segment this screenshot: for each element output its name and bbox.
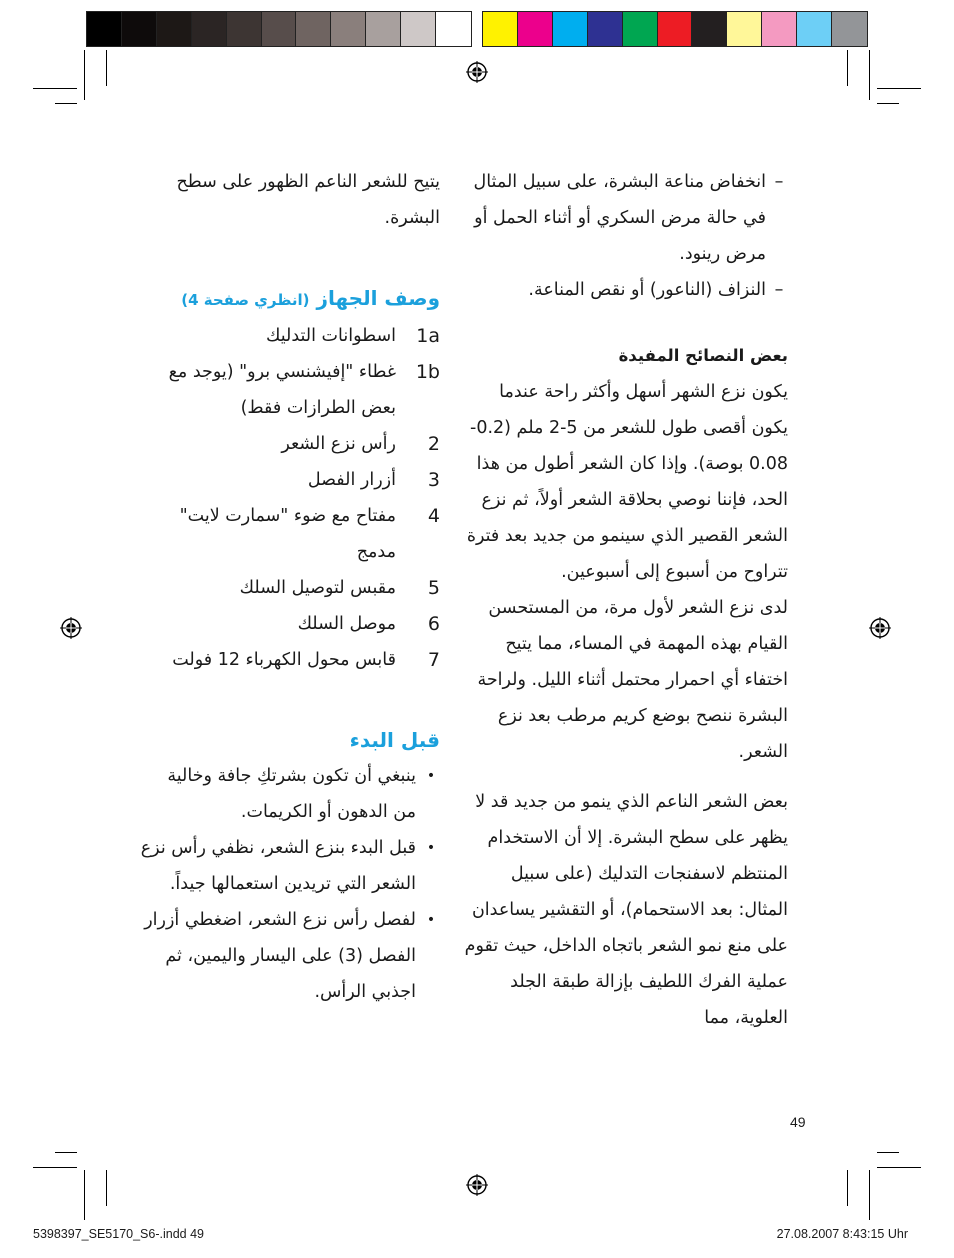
crop-mark xyxy=(33,88,77,89)
crop-mark xyxy=(869,50,870,100)
description-heading-title: وصف الجهاز xyxy=(316,286,440,310)
color-swatch-1 xyxy=(483,12,518,46)
left-text-column xyxy=(140,164,440,1010)
list-item xyxy=(462,164,788,272)
crop-mark xyxy=(877,1152,899,1153)
gray-swatch-3 xyxy=(157,12,192,46)
registration-mark-icon xyxy=(869,617,891,639)
list-item-text: لفصل رأس نزع الشعر، اضغطي أزرار الفصل (3) على اليسار واليمين، ثم اجذبي الرأس. xyxy=(144,910,416,1002)
color-swatch-6 xyxy=(658,12,693,46)
tips-paragraph: لدى نزع الشعر لأول مرة، من المستحسن القيام بهذه المهمة في المساء، مما يتيح اختفاء أي احمرار محتمل أثناء الليل. ولراحة البشرة ننصح بوضع كريم مرطب بعد نزع الشعر. xyxy=(477,598,788,762)
list-item-text: ينبغي أن تكون بشرتكِ جافة وخالية من الدهون أو الكريمات. xyxy=(167,766,416,822)
bullet-dot: • xyxy=(426,840,436,856)
list-item-text: قبل البدء بنزع الشعر، نظفي رأس نزع الشعر التي تريدين استعمالها جيداً. xyxy=(140,838,416,894)
list-item-text: انخفاض مناعة البشرة، على سبيل المثال في حالة مرض السكري أو أثناء الحمل أو مرض رينود. xyxy=(473,172,766,264)
part-label: قابس محول الكهرباء 12 فولت xyxy=(172,650,396,670)
part-number: 5 xyxy=(427,577,440,599)
gray-swatch-2 xyxy=(122,12,157,46)
right-text-column xyxy=(462,164,788,1036)
list-item xyxy=(140,830,440,902)
footer-file-name: 5398397_SE5170_S6-.indd 49 xyxy=(33,1227,204,1241)
part-number: 4 xyxy=(427,505,440,527)
part-number: 7 xyxy=(427,649,440,671)
crop-mark xyxy=(847,1170,848,1206)
crop-mark xyxy=(877,88,921,89)
part-label: غطاء "إفيشنسي برو" (يوجد مع بعض الطرازات فقط) xyxy=(168,362,396,418)
part-label: اسطوانات التدليك xyxy=(265,326,396,346)
list-item xyxy=(140,758,440,830)
part-label: أزرار الفصل xyxy=(307,470,396,490)
parts-list-item xyxy=(140,642,440,678)
gray-swatch-10 xyxy=(401,12,436,46)
color-swatch-3 xyxy=(553,12,588,46)
gray-swatch-5 xyxy=(227,12,262,46)
crop-mark xyxy=(106,50,107,86)
part-number: 6 xyxy=(427,613,440,635)
parts-list-item xyxy=(140,462,440,498)
parts-list-item xyxy=(140,426,440,462)
page-number: 49 xyxy=(790,1114,806,1130)
tips-paragraph: بعض الشعر الناعم الذي ينمو من جديد قد لا يظهر على سطح البشرة. إلا أن الاستخدام المنتظم لاسفنجات التدليك (على سبيل المثال: بعد الاستحمام)، أو التقشير يساعدان على منع نمو الشعر باتجاه الداخل، حيث تقوم عملية الفرك اللطيف بإزالة طبقة الجلد العلوية، مما xyxy=(464,792,788,1028)
before-start-heading: قبل البدء xyxy=(349,728,440,752)
parts-list-item xyxy=(140,498,440,570)
parts-list-item xyxy=(140,318,440,354)
crop-mark xyxy=(877,103,899,104)
gray-swatch-9 xyxy=(366,12,401,46)
gray-swatch-4 xyxy=(192,12,227,46)
crop-mark xyxy=(869,1170,870,1220)
color-swatch-2 xyxy=(518,12,553,46)
gray-calibration-bar xyxy=(86,11,472,47)
part-label: مقبس لتوصيل السلك xyxy=(239,578,396,598)
color-swatch-11 xyxy=(832,12,867,46)
dash-bullet: – xyxy=(774,172,784,192)
color-swatch-9 xyxy=(762,12,797,46)
parts-list-item xyxy=(140,606,440,642)
list-item xyxy=(462,272,788,308)
gray-swatch-11 xyxy=(436,12,471,46)
list-item-text: النزاف (الناعور) أو نقص المناعة. xyxy=(528,280,766,300)
footer-timestamp: 27.08.2007 8:43:15 Uhr xyxy=(776,1227,908,1241)
crop-mark xyxy=(84,50,85,100)
crop-mark xyxy=(877,1167,921,1168)
description-heading-note: (انظري صفحة 4) xyxy=(181,291,310,309)
color-swatch-10 xyxy=(797,12,832,46)
crop-mark xyxy=(33,1167,77,1168)
part-label: مفتاح مع ضوء "سمارت لايت" مدمج xyxy=(179,506,396,562)
part-label: رأس نزع الشعر xyxy=(281,434,396,454)
part-number: 1b xyxy=(415,361,440,383)
registration-mark-icon xyxy=(60,617,82,639)
description-heading xyxy=(140,280,440,318)
registration-mark-icon xyxy=(466,1174,488,1196)
part-number: 2 xyxy=(427,433,440,455)
color-swatch-8 xyxy=(727,12,762,46)
registration-mark-icon xyxy=(466,61,488,83)
parts-list-item xyxy=(140,354,440,426)
gray-swatch-7 xyxy=(296,12,331,46)
gray-swatch-1 xyxy=(87,12,122,46)
crop-mark xyxy=(847,50,848,86)
list-item xyxy=(140,902,440,1010)
crop-mark xyxy=(55,103,77,104)
part-label: موصل السلك xyxy=(297,614,396,634)
color-swatch-7 xyxy=(692,12,727,46)
bullet-dot: • xyxy=(426,912,436,928)
gray-swatch-8 xyxy=(331,12,366,46)
color-calibration-bar xyxy=(482,11,868,47)
dash-bullet: – xyxy=(774,280,784,300)
continuation-paragraph: يتيح للشعر الناعم الظهور على سطح البشرة. xyxy=(176,172,440,228)
color-swatch-5 xyxy=(623,12,658,46)
part-number: 3 xyxy=(427,469,440,491)
part-number: 1a xyxy=(416,325,440,347)
tips-paragraph: يكون نزع الشهر أسهل وأكثر راحة عندما يكون أقصى طول للشعر من 5-2 ملم (0.2-0.08 بوصة). وإذا كان الشعر أطول من هذا الحد، فإننا نوصي بحلاقة الشعر أولاً، ثم نزع الشعر القصير الذي سينمو من جديد بعد فترة تتراوح من أسبوع إلى أسبوعين. xyxy=(466,382,788,582)
gray-swatch-6 xyxy=(262,12,297,46)
crop-mark xyxy=(106,1170,107,1206)
bullet-dot: • xyxy=(426,768,436,784)
crop-mark xyxy=(84,1170,85,1220)
tips-heading: بعض النصائح المفيدة xyxy=(618,346,788,365)
color-swatch-4 xyxy=(588,12,623,46)
parts-list-item xyxy=(140,570,440,606)
crop-mark xyxy=(55,1152,77,1153)
